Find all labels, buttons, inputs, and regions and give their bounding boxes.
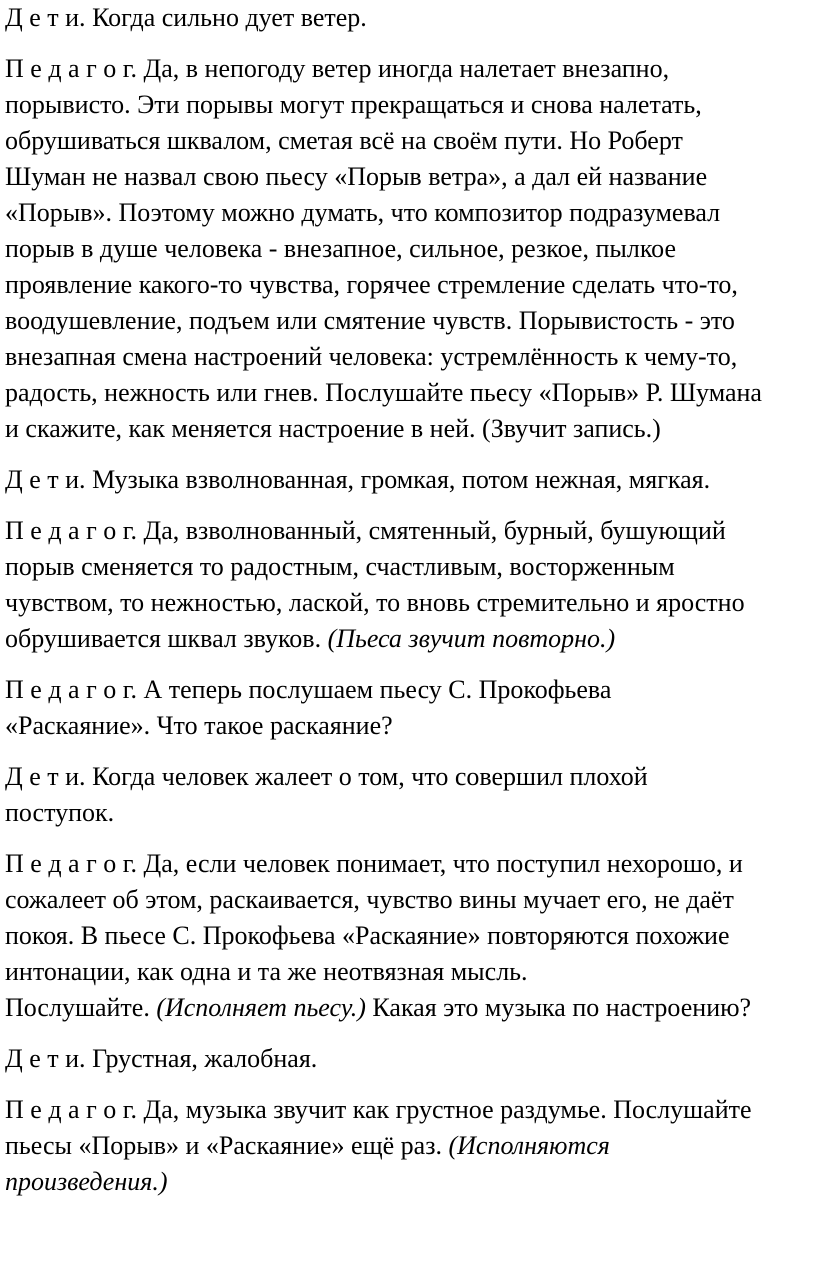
stage-direction: (Исполняет пьесу.) xyxy=(156,993,366,1022)
paragraph-text: Да, в непогоду ветер иногда налетает внезапно, порывисто. Эти порывы могут прекращаться и снова налетать, обрушиваться шквалом, сметая всё на своём пути. Но Роберт Шуман не назвал свою пьесу «Порыв ветра», а дал ей название «Порыв». Поэтому можно думать, что композитор подразумевал порыв в душе человека - внезапное, сильное, резкое, пылкое проявление какого-то чувства, горячее стремление сделать что-то, воодушевление, подъем или смятение чувств. Порывистость - это внезапная смена настроений человека: устремлённость к чему-то, радость, нежность или гнев. Послушайте пьесу «Порыв» Р. Шумана и скажите, как меняется настроение в ней. (Звучит запись.) xyxy=(5,54,762,443)
paragraph-text: Когда человек жалеет о том, что совершил плохой поступок. xyxy=(5,762,648,827)
dialogue-paragraph-teacher-5 xyxy=(5,1092,816,1200)
stage-direction: (Пьеса звучит повторно.) xyxy=(327,624,616,653)
dialogue-paragraph-teacher-1 xyxy=(5,51,816,447)
stage-direction: (Исполняются произведения.) xyxy=(5,1131,610,1196)
dialogue-paragraph-teacher-2 xyxy=(5,513,816,657)
speaker-label: П е д а г о г. xyxy=(5,54,137,83)
paragraph-text: Когда сильно дует ветер. xyxy=(85,3,367,32)
speaker-label: Д е т и. xyxy=(5,3,86,32)
paragraph-text: Да, взволнованный, смятенный, бурный, бушующий порыв сменяется то радостным, счастливым, восторженным чувством, то нежностью, лаской, то вновь стремительно и яростно обрушивается шквал звуков. xyxy=(5,516,745,653)
paragraph-text: Какая это музыка по настроению? xyxy=(365,993,752,1022)
dialogue-paragraph-teacher-3 xyxy=(5,672,816,744)
speaker-label: П е д а г о г. xyxy=(5,516,137,545)
paragraph-text: А теперь послушаем пьесу С. Прокофьева «Раскаяние». Что такое раскаяние? xyxy=(5,675,612,740)
speaker-label: П е д а г о г. xyxy=(5,849,137,878)
dialogue-paragraph-children-4 xyxy=(5,1041,816,1077)
speaker-label: Д е т и. xyxy=(5,465,86,494)
dialogue-paragraph-children-2 xyxy=(5,462,816,498)
paragraph-text: Да, музыка звучит как грустное раздумье. Послушайте пьесы «Порыв» и «Раскаяние» ещё раз. xyxy=(5,1095,752,1160)
speaker-label: П е д а г о г. xyxy=(5,675,137,704)
speaker-label: П е д а г о г. xyxy=(5,1095,137,1124)
paragraph-text: Грустная, жалобная. xyxy=(85,1044,318,1073)
dialogue-paragraph-teacher-4 xyxy=(5,846,816,1026)
dialogue-paragraph-children-1 xyxy=(5,0,816,36)
dialogue-paragraph-children-3 xyxy=(5,759,816,831)
paragraph-text: Да, если человек понимает, что поступил нехорошо, и сожалеет об этом, раскаивается, чувство вины мучает его, не даёт покоя. В пьесе С. Прокофьева «Раскаяние» повторяются похожие интонации, как одна и та же неотвязная мысль. Послушайте. xyxy=(5,849,743,1022)
speaker-label: Д е т и. xyxy=(5,1044,86,1073)
paragraph-text: Музыка взволнованная, громкая, потом нежная, мягкая. xyxy=(85,465,711,494)
speaker-label: Д е т и. xyxy=(5,762,86,791)
